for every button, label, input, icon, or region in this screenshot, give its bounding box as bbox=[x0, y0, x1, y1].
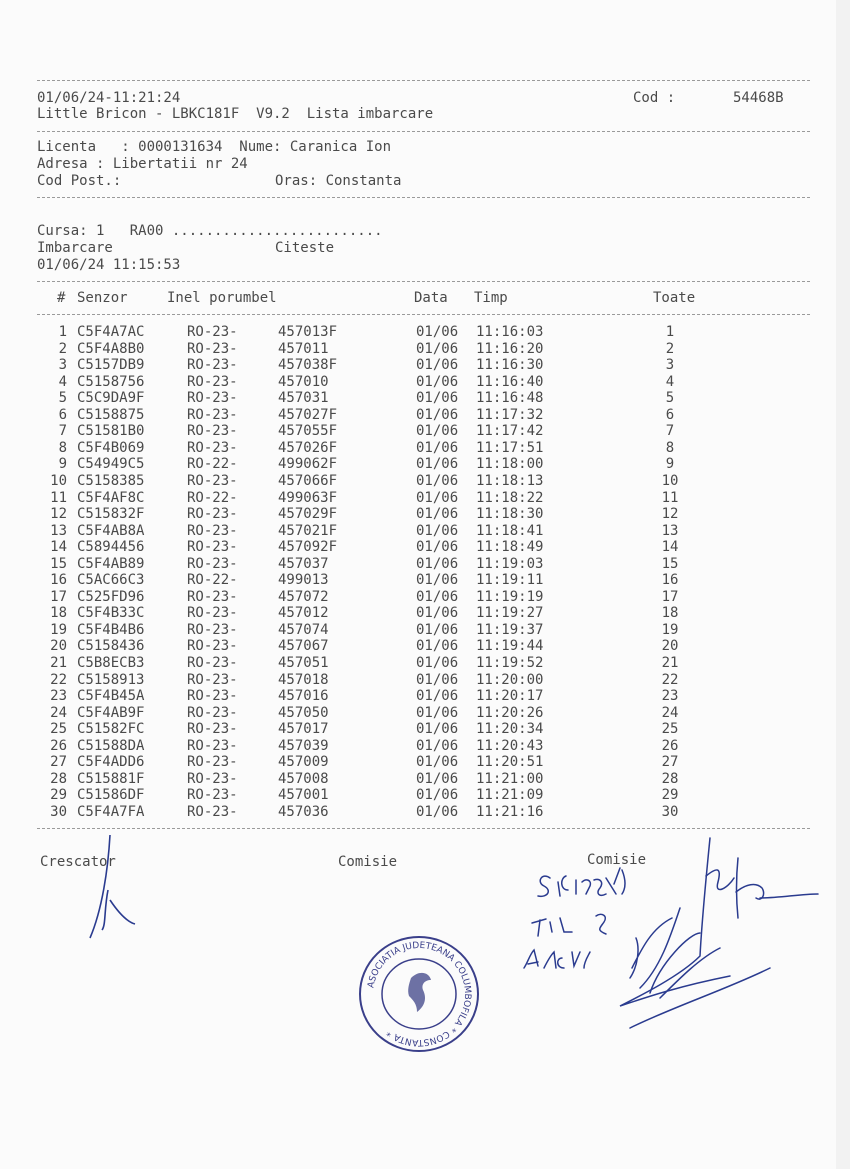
rank-total: 21 bbox=[661, 655, 679, 671]
rank-total: 26 bbox=[661, 737, 679, 754]
arrival-date: 01/06 bbox=[416, 539, 459, 556]
adresa-line: Adresa : Libertatii nr 24 bbox=[37, 156, 248, 172]
arrival-date: 01/06 bbox=[416, 390, 459, 407]
arrival-date: 01/06 bbox=[416, 770, 459, 787]
rank-total: 23 bbox=[661, 688, 679, 705]
ring-prefix: RO-23- bbox=[187, 737, 238, 754]
arrival-date: 01/06 bbox=[416, 688, 459, 705]
ring-number: 457018 bbox=[278, 671, 329, 688]
table-row bbox=[0, 738, 836, 755]
separator bbox=[37, 131, 810, 132]
arrival-time: 11:16:48 bbox=[476, 390, 544, 407]
table-row bbox=[0, 605, 836, 622]
sensor-code: C5F4B33C bbox=[77, 605, 145, 622]
ring-number: 457027F bbox=[278, 406, 338, 423]
arrival-date: 01/06 bbox=[416, 704, 459, 721]
row-number: 3 bbox=[58, 357, 67, 374]
arrival-time: 11:20:17 bbox=[476, 688, 544, 705]
arrival-date: 01/06 bbox=[416, 555, 459, 572]
association-stamp bbox=[355, 932, 483, 1056]
arrival-date: 01/06 bbox=[416, 340, 459, 357]
ring-prefix: RO-23- bbox=[187, 555, 238, 572]
arrival-time: 11:17:32 bbox=[476, 406, 544, 423]
row-number: 20 bbox=[50, 638, 67, 655]
col-header-no: # bbox=[57, 290, 66, 306]
ring-prefix: RO-23- bbox=[187, 605, 238, 622]
ring-number: 457066F bbox=[278, 472, 338, 489]
arrival-date: 01/06 bbox=[416, 357, 459, 374]
ring-number: 457039 bbox=[278, 737, 329, 754]
cod-label: Cod : bbox=[633, 90, 676, 106]
sensor-code: C5B8ECB3 bbox=[77, 655, 145, 671]
col-header-toate: Toate bbox=[653, 290, 696, 306]
row-number: 9 bbox=[58, 456, 67, 473]
arrival-date: 01/06 bbox=[416, 456, 459, 473]
ring-number: 457021F bbox=[278, 522, 338, 539]
arrival-time: 11:19:19 bbox=[476, 588, 544, 605]
sensor-code: C5F4ADD6 bbox=[77, 754, 145, 771]
ring-prefix: RO-23- bbox=[187, 770, 238, 787]
ring-prefix: RO-23- bbox=[187, 588, 238, 605]
arrival-date: 01/06 bbox=[416, 423, 459, 440]
rank-total: 30 bbox=[661, 803, 679, 820]
separator bbox=[37, 281, 810, 282]
pigeon-emblem bbox=[408, 973, 431, 1012]
arrival-date: 01/06 bbox=[416, 655, 459, 671]
ring-prefix: RO-23- bbox=[187, 621, 238, 638]
ring-prefix: RO-23- bbox=[187, 655, 238, 671]
sensor-code: C5894456 bbox=[77, 539, 145, 556]
table-row bbox=[0, 787, 836, 804]
rank-total: 3 bbox=[665, 357, 675, 374]
row-number: 10 bbox=[50, 472, 67, 489]
arrival-time: 11:17:42 bbox=[476, 423, 544, 440]
ring-number: 457009 bbox=[278, 754, 329, 771]
rank-total: 16 bbox=[661, 572, 679, 589]
rank-total: 11 bbox=[661, 489, 679, 506]
table-row bbox=[0, 407, 836, 424]
arrival-date: 01/06 bbox=[416, 489, 459, 506]
committee-signatures bbox=[510, 818, 820, 1048]
arrival-date: 01/06 bbox=[416, 605, 459, 622]
ring-prefix: RO-22- bbox=[187, 456, 238, 473]
rank-total: 27 bbox=[661, 754, 679, 771]
ring-prefix: RO-23- bbox=[187, 373, 238, 390]
row-number: 22 bbox=[50, 671, 67, 688]
rank-total: 20 bbox=[661, 638, 679, 655]
ring-number: 457036 bbox=[278, 803, 329, 820]
rank-total: 7 bbox=[665, 423, 675, 440]
sensor-code: C5158385 bbox=[77, 472, 145, 489]
arrival-time: 11:18:49 bbox=[476, 539, 544, 556]
sensor-code: C5F4A7AC bbox=[77, 324, 145, 340]
arrival-time: 11:19:44 bbox=[476, 638, 544, 655]
ring-number: 499063F bbox=[278, 489, 338, 506]
arrival-time: 11:16:40 bbox=[476, 373, 544, 390]
arrival-time: 11:19:27 bbox=[476, 605, 544, 622]
sensor-code: C51582FC bbox=[77, 721, 145, 738]
print-timestamp: 01/06/24-11:21:24 bbox=[37, 90, 181, 106]
sensor-code: C5157DB9 bbox=[77, 357, 145, 374]
arrival-time: 11:19:52 bbox=[476, 655, 544, 671]
arrival-date: 01/06 bbox=[416, 721, 459, 738]
ring-number: 457038F bbox=[278, 357, 338, 374]
ring-number: 457072 bbox=[278, 588, 329, 605]
ring-number: 457013F bbox=[278, 324, 338, 340]
rank-total: 12 bbox=[661, 506, 679, 523]
crescator-signature bbox=[80, 830, 150, 945]
ring-number: 457031 bbox=[278, 390, 329, 407]
arrival-time: 11:18:30 bbox=[476, 506, 544, 523]
rank-total: 15 bbox=[661, 555, 679, 572]
ring-number: 457001 bbox=[278, 787, 329, 804]
ring-number: 457012 bbox=[278, 605, 329, 622]
ring-prefix: RO-23- bbox=[187, 340, 238, 357]
table-row bbox=[0, 771, 836, 788]
table-row bbox=[0, 622, 836, 639]
arrival-time: 11:20:43 bbox=[476, 737, 544, 754]
row-number: 17 bbox=[50, 588, 67, 605]
table-row bbox=[0, 456, 836, 473]
arrival-time: 11:16:30 bbox=[476, 357, 544, 374]
ring-number: 457011 bbox=[278, 340, 329, 357]
ring-prefix: RO-23- bbox=[187, 324, 238, 340]
sensor-code: C5158756 bbox=[77, 373, 145, 390]
rank-total: 19 bbox=[661, 621, 679, 638]
arrival-date: 01/06 bbox=[416, 588, 459, 605]
col-header-timp: Timp bbox=[474, 290, 508, 306]
stamp-text: ASOCIATIA JUDETEANA COLUMBOFILA * CONSTANTA * bbox=[366, 940, 473, 1048]
table-row bbox=[0, 390, 836, 407]
sensor-code: C5AC66C3 bbox=[77, 572, 145, 589]
rank-total: 22 bbox=[661, 671, 679, 688]
comisie-label-2: Comisie bbox=[587, 852, 647, 868]
ring-prefix: RO-23- bbox=[187, 472, 238, 489]
ring-number: 499062F bbox=[278, 456, 338, 473]
row-number: 11 bbox=[50, 489, 67, 506]
row-number: 29 bbox=[50, 787, 67, 804]
table-row bbox=[0, 523, 836, 540]
ring-number: 457074 bbox=[278, 621, 329, 638]
arrival-date: 01/06 bbox=[416, 572, 459, 589]
arrival-date: 01/06 bbox=[416, 324, 459, 340]
row-number: 6 bbox=[58, 406, 67, 423]
table-row bbox=[0, 672, 836, 689]
rank-total: 9 bbox=[665, 456, 675, 473]
ring-prefix: RO-23- bbox=[187, 754, 238, 771]
oras-line: Oras: Constanta bbox=[275, 173, 402, 189]
ring-prefix: RO-23- bbox=[187, 787, 238, 804]
sensor-code: C525FD96 bbox=[77, 588, 145, 605]
ring-number: 457051 bbox=[278, 655, 329, 671]
arrival-date: 01/06 bbox=[416, 522, 459, 539]
ring-prefix: RO-23- bbox=[187, 688, 238, 705]
ring-number: 457016 bbox=[278, 688, 329, 705]
sensor-code: C5F4A7FA bbox=[77, 803, 145, 820]
separator bbox=[37, 197, 810, 198]
arrival-date: 01/06 bbox=[416, 803, 459, 820]
arrival-date: 01/06 bbox=[416, 373, 459, 390]
ring-prefix: RO-23- bbox=[187, 671, 238, 688]
ring-prefix: RO-23- bbox=[187, 439, 238, 456]
sensor-code: C5F4A8B0 bbox=[77, 340, 145, 357]
arrival-time: 11:18:00 bbox=[476, 456, 544, 473]
sensor-code: C5F4AF8C bbox=[77, 489, 145, 506]
ring-prefix: RO-23- bbox=[187, 522, 238, 539]
table-row bbox=[0, 572, 836, 589]
arrival-date: 01/06 bbox=[416, 787, 459, 804]
arrival-time: 11:21:09 bbox=[476, 787, 544, 804]
citeste-label: Citeste bbox=[275, 240, 335, 256]
rank-total: 4 bbox=[665, 373, 675, 390]
row-number: 24 bbox=[50, 704, 67, 721]
ring-prefix: RO-23- bbox=[187, 423, 238, 440]
row-number: 1 bbox=[58, 324, 67, 340]
row-number: 4 bbox=[58, 373, 67, 390]
row-number: 26 bbox=[50, 737, 67, 754]
comisie-label-1: Comisie bbox=[338, 854, 398, 870]
ring-prefix: RO-23- bbox=[187, 803, 238, 820]
col-header-data: Data bbox=[414, 290, 448, 306]
ring-number: 457092F bbox=[278, 539, 338, 556]
arrival-date: 01/06 bbox=[416, 638, 459, 655]
rank-total: 14 bbox=[661, 539, 679, 556]
sensor-code: C5158436 bbox=[77, 638, 145, 655]
arrival-time: 11:19:37 bbox=[476, 621, 544, 638]
arrival-date: 01/06 bbox=[416, 737, 459, 754]
rank-total: 18 bbox=[661, 605, 679, 622]
ring-number: 457008 bbox=[278, 770, 329, 787]
licenta-line: Licenta : 0000131634 Nume: Caranica Ion bbox=[37, 139, 392, 155]
sensor-code: C5C9DA9F bbox=[77, 390, 145, 407]
row-number: 19 bbox=[50, 621, 67, 638]
arrival-date: 01/06 bbox=[416, 671, 459, 688]
arrival-date: 01/06 bbox=[416, 621, 459, 638]
table-row bbox=[0, 440, 836, 457]
col-header-senzor: Senzor bbox=[77, 290, 128, 306]
row-number: 2 bbox=[58, 340, 67, 357]
ring-prefix: RO-23- bbox=[187, 406, 238, 423]
ring-number: 457037 bbox=[278, 555, 329, 572]
ring-number: 457017 bbox=[278, 721, 329, 738]
arrival-date: 01/06 bbox=[416, 472, 459, 489]
table-row bbox=[0, 589, 836, 606]
table-row bbox=[0, 539, 836, 556]
separator bbox=[37, 80, 810, 81]
table-row bbox=[0, 754, 836, 771]
imbarcare-date: 01/06/24 11:15:53 bbox=[37, 257, 181, 273]
arrival-date: 01/06 bbox=[416, 754, 459, 771]
ring-prefix: RO-22- bbox=[187, 572, 238, 589]
arrival-time: 11:18:22 bbox=[476, 489, 544, 506]
sensor-code: C5F4B45A bbox=[77, 688, 145, 705]
table-row bbox=[0, 638, 836, 655]
arrival-date: 01/06 bbox=[416, 506, 459, 523]
rank-total: 6 bbox=[665, 406, 675, 423]
ring-number: 457050 bbox=[278, 704, 329, 721]
arrival-time: 11:20:26 bbox=[476, 704, 544, 721]
sensor-code: C5158913 bbox=[77, 671, 145, 688]
scan-edge bbox=[836, 0, 850, 1169]
arrival-time: 11:16:20 bbox=[476, 340, 544, 357]
imbarcare-label: Imbarcare bbox=[37, 240, 113, 256]
row-number: 27 bbox=[50, 754, 67, 771]
rank-total: 13 bbox=[661, 522, 679, 539]
ring-prefix: RO-23- bbox=[187, 539, 238, 556]
sensor-code: C54949C5 bbox=[77, 456, 145, 473]
table-row bbox=[0, 324, 836, 341]
row-number: 5 bbox=[58, 390, 67, 407]
rank-total: 24 bbox=[661, 704, 679, 721]
separator bbox=[37, 314, 810, 315]
arrival-time: 11:19:11 bbox=[476, 572, 544, 589]
system-title: Little Bricon - LBKC181F V9.2 Lista imbarcare bbox=[37, 106, 434, 122]
arrival-date: 01/06 bbox=[416, 439, 459, 456]
rank-total: 10 bbox=[661, 472, 679, 489]
cod-value: 54468B bbox=[733, 90, 784, 106]
rank-total: 17 bbox=[661, 588, 679, 605]
arrival-time: 11:21:00 bbox=[476, 770, 544, 787]
arrival-time: 11:21:16 bbox=[476, 803, 544, 820]
rank-total: 28 bbox=[661, 770, 679, 787]
arrival-time: 11:20:00 bbox=[476, 671, 544, 688]
table-row bbox=[0, 655, 836, 672]
table-row bbox=[0, 473, 836, 490]
col-header-inel: Inel porumbel bbox=[167, 290, 277, 306]
row-number: 7 bbox=[58, 423, 67, 440]
rank-total: 8 bbox=[665, 439, 675, 456]
row-number: 28 bbox=[50, 770, 67, 787]
sensor-code: C5F4B069 bbox=[77, 439, 145, 456]
ring-prefix: RO-23- bbox=[187, 390, 238, 407]
table-row bbox=[0, 688, 836, 705]
arrival-time: 11:18:13 bbox=[476, 472, 544, 489]
row-number: 25 bbox=[50, 721, 67, 738]
row-number: 8 bbox=[58, 439, 67, 456]
table-row bbox=[0, 374, 836, 391]
rank-total: 29 bbox=[661, 787, 679, 804]
table-row bbox=[0, 705, 836, 722]
sensor-code: C51588DA bbox=[77, 737, 145, 754]
ring-number: 457010 bbox=[278, 373, 329, 390]
rank-total: 1 bbox=[665, 324, 675, 340]
ring-prefix: RO-23- bbox=[187, 357, 238, 374]
table-row bbox=[0, 357, 836, 374]
sensor-code: C515832F bbox=[77, 506, 145, 523]
sensor-code: C5F4AB8A bbox=[77, 522, 145, 539]
table-row bbox=[0, 556, 836, 573]
table-row bbox=[0, 721, 836, 738]
sensor-code: C5F4AB89 bbox=[77, 555, 145, 572]
arrival-date: 01/06 bbox=[416, 406, 459, 423]
rank-total: 25 bbox=[661, 721, 679, 738]
rank-total: 2 bbox=[665, 340, 675, 357]
table-row bbox=[0, 341, 836, 358]
sensor-code: C5158875 bbox=[77, 406, 145, 423]
row-number: 14 bbox=[50, 539, 67, 556]
row-number: 12 bbox=[50, 506, 67, 523]
ring-number: 457029F bbox=[278, 506, 338, 523]
row-number: 15 bbox=[50, 555, 67, 572]
sensor-code: C515881F bbox=[77, 770, 145, 787]
arrival-time: 11:20:51 bbox=[476, 754, 544, 771]
cod-post-label: Cod Post.: bbox=[37, 173, 122, 189]
ring-prefix: RO-23- bbox=[187, 638, 238, 655]
sensor-code: C5F4AB9F bbox=[77, 704, 145, 721]
sensor-code: C51586DF bbox=[77, 787, 145, 804]
arrival-time: 11:20:34 bbox=[476, 721, 544, 738]
arrival-time: 11:19:03 bbox=[476, 555, 544, 572]
rank-total: 5 bbox=[665, 390, 675, 407]
arrival-time: 11:17:51 bbox=[476, 439, 544, 456]
table-row bbox=[0, 423, 836, 440]
row-number: 13 bbox=[50, 522, 67, 539]
ring-number: 457055F bbox=[278, 423, 338, 440]
cursa-line: Cursa: 1 RA00 ......................... bbox=[37, 223, 383, 239]
crescator-label: Crescator bbox=[40, 854, 116, 870]
sensor-code: C51581B0 bbox=[77, 423, 145, 440]
table-row bbox=[0, 506, 836, 523]
ring-prefix: RO-23- bbox=[187, 506, 238, 523]
table-row bbox=[0, 490, 836, 507]
sensor-code: C5F4B4B6 bbox=[77, 621, 145, 638]
ring-number: 457026F bbox=[278, 439, 338, 456]
arrival-time: 11:18:41 bbox=[476, 522, 544, 539]
row-number: 18 bbox=[50, 605, 67, 622]
row-number: 30 bbox=[50, 803, 67, 820]
ring-prefix: RO-23- bbox=[187, 721, 238, 738]
arrival-time: 11:16:03 bbox=[476, 324, 544, 340]
ring-number: 457067 bbox=[278, 638, 329, 655]
row-number: 23 bbox=[50, 688, 67, 705]
ring-number: 499013 bbox=[278, 572, 329, 589]
ring-prefix: RO-22- bbox=[187, 489, 238, 506]
row-number: 21 bbox=[50, 655, 67, 671]
row-number: 16 bbox=[50, 572, 67, 589]
ring-prefix: RO-23- bbox=[187, 704, 238, 721]
